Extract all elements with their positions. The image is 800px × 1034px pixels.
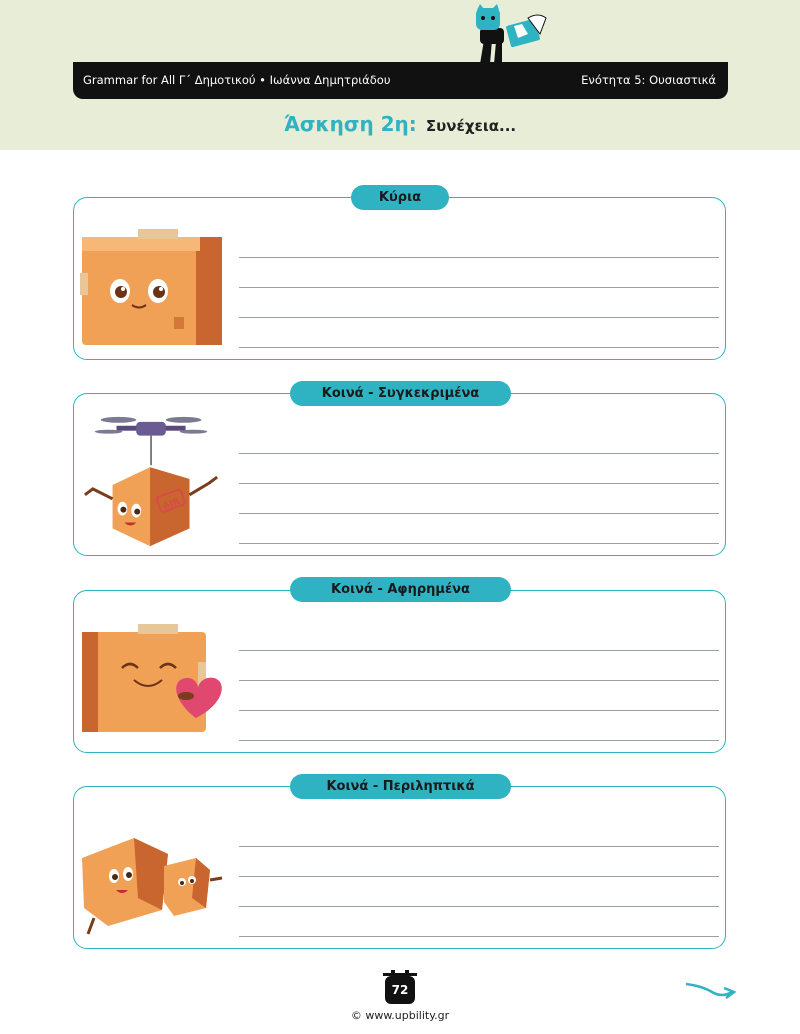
section-koina-perilliptika [73,786,726,949]
section-label-koina-afirimena: Κοινά - Αφηρημένα [290,577,511,602]
footer-copyright: © www.upbility.gr [350,1009,450,1022]
header-book-title: Grammar for All Γ΄ Δημοτικού • Ιωάννα Δημητριάδου [83,73,391,87]
two-boxes-icon [78,817,228,939]
exercise-title-sub: Συνέχεια... [425,117,517,135]
section-label-koina-sygkekrimena: Κοινά - Συγκεκριμένα [290,381,511,406]
box-character-icon [78,228,228,350]
section-koina-afirimena [73,590,726,753]
exercise-title-main: Άσκηση 2η: [283,112,417,136]
section-koina-sygkekrimena [73,393,726,556]
page-number: 72 [391,983,409,997]
section-kyria [73,197,726,360]
next-arrow-icon[interactable] [684,980,736,1002]
flying-box-drone-icon [78,408,228,556]
writing-lines[interactable] [239,228,719,348]
air-label: AIR [162,496,182,513]
box-with-heart-icon [78,621,228,743]
exercise-title [0,112,800,136]
writing-lines[interactable] [239,817,719,937]
mascot-cat-reading-icon [468,4,550,64]
section-label-kyria: Κύρια [351,185,449,210]
writing-lines[interactable] [239,424,719,544]
writing-lines[interactable] [239,621,719,741]
header-unit-title: Ενότητα 5: Ουσιαστικά [581,73,716,87]
section-label-koina-perilliptika: Κοινά - Περιληπτικά [290,774,511,799]
header-bar [73,62,728,99]
